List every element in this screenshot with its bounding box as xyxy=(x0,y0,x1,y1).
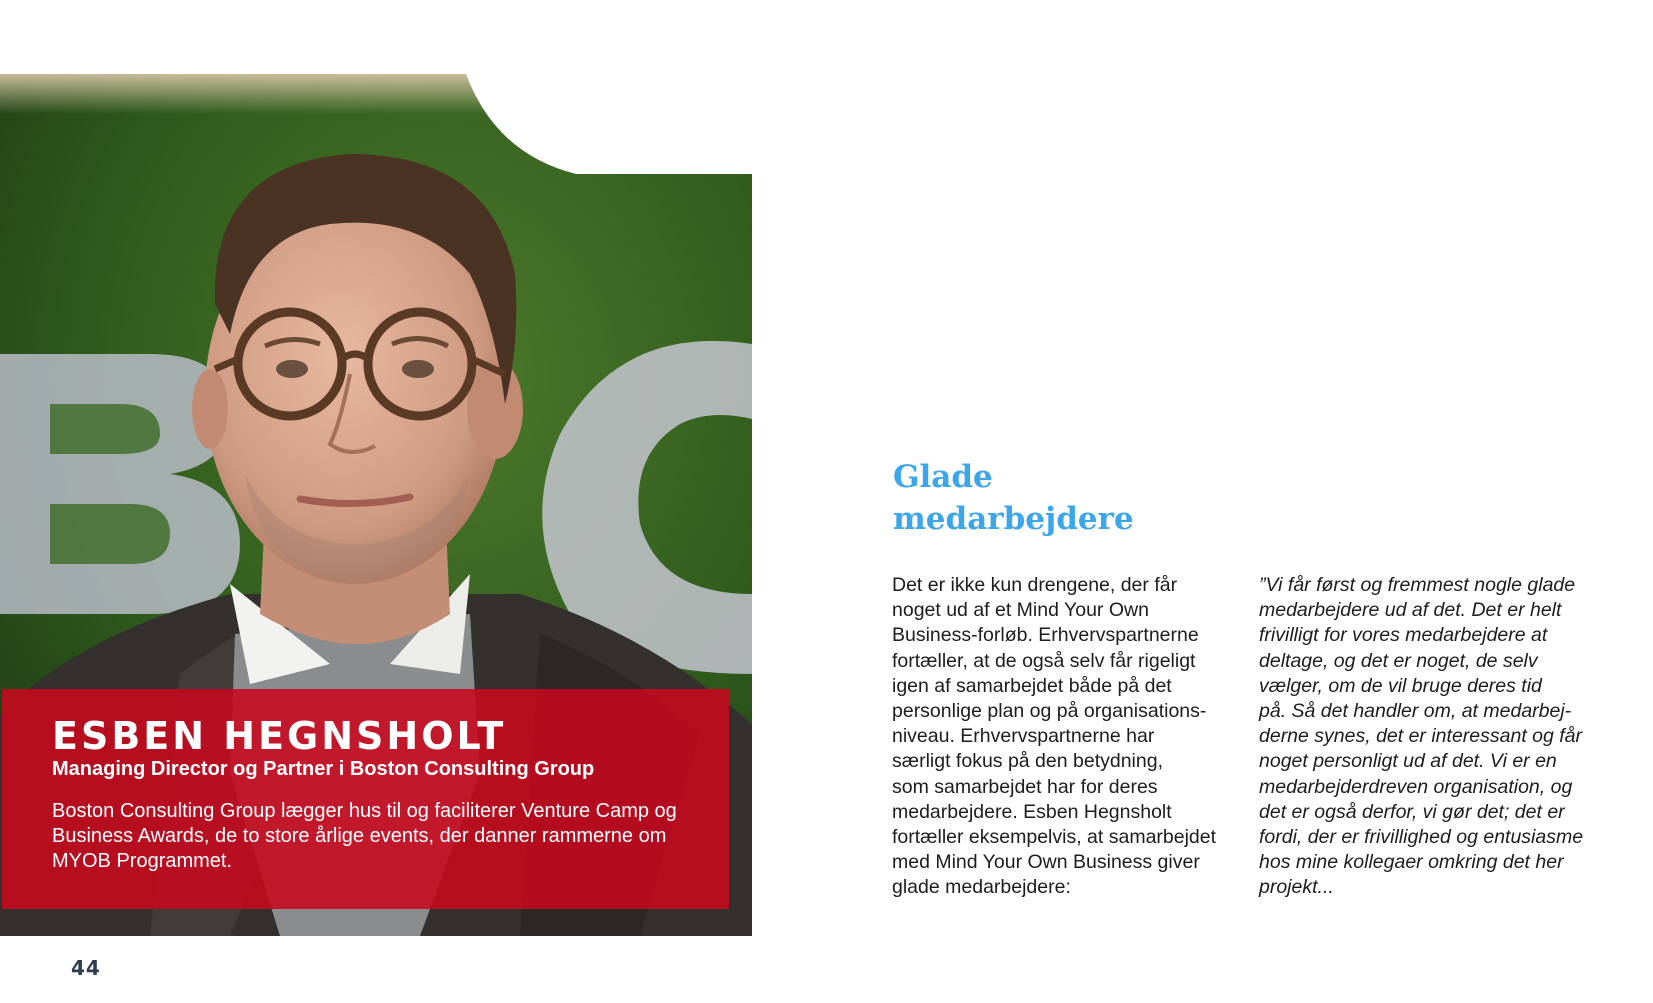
text-line: igen af samarbejdet både på det xyxy=(892,674,1172,697)
text-line: noget ud af et Mind Your Own xyxy=(892,599,1149,622)
quote-line: det er også derfor, vi gør det; det er xyxy=(1259,800,1565,823)
quote-line: frivilligt for vores medarbejdere at xyxy=(1259,624,1548,647)
person-role: Managing Director og Partner i Boston Consulting Group xyxy=(52,758,595,780)
person-name: ESBEN HEGNSHOLT xyxy=(52,714,507,758)
quote-line: noget personligt ud af det. Vi er en xyxy=(1259,750,1557,773)
caption-box xyxy=(2,689,729,909)
text-line: medarbejdere. Esben Hegnsholt xyxy=(892,800,1172,823)
quote-line: hos mine kollegaer omkring det her xyxy=(1259,851,1564,874)
text-line: personlige plan og på organisations- xyxy=(892,700,1207,723)
text-line: Det er ikke kun drengene, der får xyxy=(892,574,1178,596)
text-line: fortæller eksempelvis, at samarbejdet xyxy=(892,826,1217,849)
text-line: som samarbejdet har for deres xyxy=(892,775,1158,798)
quote-line: derne synes, det er interessant og får xyxy=(1259,725,1583,748)
photo-corner-curve xyxy=(466,74,752,244)
quote-line: deltage, og det er noget, de selv xyxy=(1259,649,1538,672)
quote-line: medarbejdere ud af det. Det er helt xyxy=(1259,599,1562,622)
text-line: Business-forløb. Erhvervspartnerne xyxy=(892,624,1199,647)
text-line: særligt fokus på den betydning, xyxy=(892,750,1164,773)
quote-line: ”Vi får først og fremmest nogle glade xyxy=(1259,574,1576,596)
quote-line: fordi, der er frivillighed og entusiasme xyxy=(1259,826,1584,849)
heading-line: Glade xyxy=(893,459,993,495)
text-line: fortæller, at de også selv får rigeligt xyxy=(892,649,1196,672)
text-line: med Mind Your Own Business giver xyxy=(892,851,1200,874)
heading-line: medarbejdere xyxy=(893,501,1134,537)
person-description: Boston Consulting Group lægger hus til og faciliterer Venture Camp og Business Awards, de to store årlige events, der danner rammerne om MYOB Programmet. xyxy=(52,800,677,872)
quote-line: medarbejderdreven organisation, og xyxy=(1259,775,1573,798)
text-line: glade medarbejdere: xyxy=(892,876,1071,899)
section-heading xyxy=(893,456,1213,540)
quote-line: projekt... xyxy=(1259,876,1334,899)
quote-line: vælger, om de vil bruge deres tid xyxy=(1259,674,1542,697)
text-line: niveau. Erhvervspartnerne har xyxy=(892,725,1155,748)
page-number: 44 xyxy=(71,956,101,980)
quote-line: på. Så det handler om, at medarbej- xyxy=(1259,700,1572,723)
quote-right-column xyxy=(1259,573,1629,901)
body-text-left-column xyxy=(892,573,1232,901)
